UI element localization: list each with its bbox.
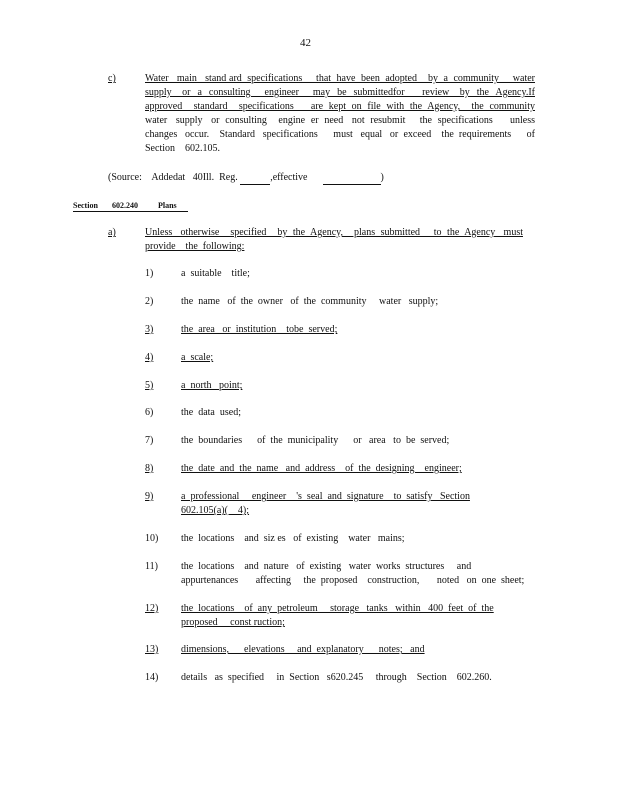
list-item (181, 671, 492, 685)
subsection-a-paragraph (145, 226, 523, 254)
list-item (181, 490, 470, 518)
list-item-number: 10) (145, 533, 159, 544)
section-heading-rule (73, 211, 188, 212)
list-item (181, 462, 462, 476)
paragraph-line: Water main stand ard specifications that have been adopted by a community water (145, 73, 535, 84)
list-item-number: 13) (145, 644, 159, 655)
section-title: Plans (158, 201, 177, 210)
list-item-text: a scale; (181, 352, 214, 363)
list-item-number: 2) (145, 296, 154, 307)
list-item-number: 3) (145, 324, 154, 335)
page-number: 42 (300, 37, 311, 49)
list-item-text: appurtenances affecting the proposed construction, noted on one sheet; (181, 575, 525, 586)
list-item-text: dimensions, elevations and explanatory notes; and (181, 644, 425, 655)
subsection-c-marker: c) (108, 73, 116, 84)
source-note (108, 171, 384, 185)
list-item-text: a north point; (181, 380, 243, 391)
list-item-text: a professional engineer 's seal and signature to satisfy Section (181, 491, 470, 502)
list-item-text: the locations and siz es of existing water mains; (181, 533, 405, 544)
list-item-number: 1) (145, 268, 154, 279)
list-item (181, 532, 405, 546)
source-effective: ,effective (270, 172, 308, 183)
subsection-a-marker: a) (108, 227, 116, 238)
list-item (181, 560, 524, 588)
list-item-text: a suitable title; (181, 268, 250, 279)
paragraph-line: changes occur. Standard specifications must equal or exceed the requirements of (145, 129, 535, 140)
list-item-text: 602.105(a)( 4); (181, 505, 250, 516)
list-item-number: 12) (145, 603, 159, 614)
section-label: Section (73, 201, 98, 210)
list-item-text: the area or institution tobe served; (181, 324, 338, 335)
list-item-text: details as specified in Section s620.245 through Section 602.260. (181, 672, 492, 683)
list-item (181, 643, 425, 657)
paragraph-line: Unless otherwise specified by the Agency, plans submitted to the Agency must (145, 227, 523, 238)
list-item (181, 602, 494, 630)
list-item-text: the boundaries of the municipality or area to be served; (181, 435, 450, 446)
list-item-text: the name of the owner of the community water supply; (181, 296, 439, 307)
source-close: ) (380, 172, 384, 183)
source-prefix: (Source: Addedat 40Ill. Reg. (108, 172, 238, 183)
list-item-text: the date and the name and address of the designing engineer; (181, 463, 462, 474)
list-item-number: 9) (145, 491, 154, 502)
list-item (181, 351, 213, 365)
list-item-text: the locations of any petroleum storage tanks within 400 feet of the (181, 603, 494, 614)
list-item (181, 379, 242, 393)
paragraph-line: supply or a consulting engineer may be submittedfor review by the Agency.If (145, 87, 535, 98)
list-item-text: the locations and nature of existing water works structures and (181, 561, 472, 572)
list-item-number: 14) (145, 672, 159, 683)
list-item (181, 434, 449, 448)
paragraph-line: water supply or consulting engine er need not resubmit the specifications unless (145, 115, 535, 126)
list-item-text: the data used; (181, 407, 241, 418)
effective-date-blank (323, 173, 381, 185)
list-item-number: 5) (145, 380, 154, 391)
list-item (181, 406, 241, 420)
list-item-number: 8) (145, 463, 154, 474)
list-item (181, 267, 250, 281)
section-number: 602.240 (112, 201, 138, 210)
subsection-c-paragraph (145, 72, 535, 156)
list-item-number: 6) (145, 407, 154, 418)
paragraph-line: provide the following: (145, 241, 245, 252)
list-item-number: 4) (145, 352, 154, 363)
list-item-text: proposed const ruction; (181, 617, 285, 628)
list-item (181, 295, 438, 309)
list-item-number: 11) (145, 561, 158, 572)
paragraph-line: Section 602.105. (145, 143, 220, 154)
date-blank (240, 173, 270, 185)
list-item-number: 7) (145, 435, 154, 446)
list-item (181, 323, 337, 337)
paragraph-line: approved standard specifications are kept on file with the Agency, the community (145, 101, 535, 112)
